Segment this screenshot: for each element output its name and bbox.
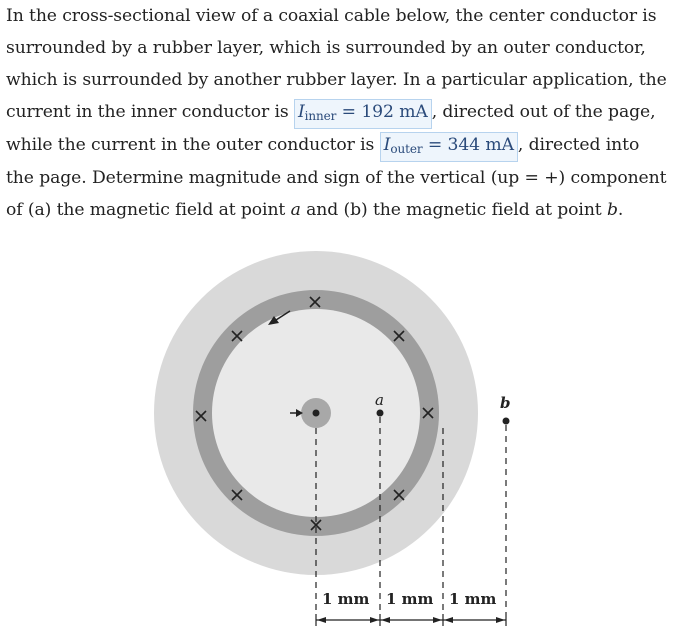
out-of-page-dot xyxy=(313,410,320,417)
line-4-text-start: current in the inner conductor is xyxy=(6,102,294,122)
point-a-dot xyxy=(377,410,384,417)
dimension-arrows xyxy=(316,614,506,626)
scale-label-3: 1 mm xyxy=(449,590,497,608)
problem-line-1: In the cross-sectional view of a coaxial cable below, the center conductor is xyxy=(6,6,657,26)
inner-current-value: = 192 mA xyxy=(341,102,428,122)
line-7-text-end: . xyxy=(617,200,624,220)
outer-current-subscript: outer xyxy=(390,142,423,156)
line-5-text-end: , directed into xyxy=(517,135,640,155)
problem-line-6: the page. Determine magnitude and sign of the vertical (up = +) component xyxy=(6,168,667,188)
arrowhead-3-left xyxy=(444,617,453,623)
problem-line-5 xyxy=(6,129,686,162)
point-a-label: a xyxy=(375,391,384,409)
line-7-text-start: of (a) the magnetic field at point xyxy=(6,200,291,220)
coaxial-cable-diagram xyxy=(150,228,550,638)
problem-line-3: which is surrounded by another rubber layer. In a particular application, the xyxy=(6,70,667,90)
line-7-point-a: a xyxy=(290,200,301,220)
line-4-text-end: , directed out of the page, xyxy=(431,102,656,122)
arrowhead-2-left xyxy=(381,617,390,623)
problem-line-4 xyxy=(6,96,686,129)
scale-label-2: 1 mm xyxy=(386,590,434,608)
inner-current-symbol: I xyxy=(297,102,305,122)
coaxial-cable-figure xyxy=(150,228,550,638)
arrowhead-2-right xyxy=(433,617,442,623)
inner-current-variable[interactable] xyxy=(294,99,432,129)
arrowhead-3-right xyxy=(496,617,505,623)
inner-current-subscript: inner xyxy=(304,109,337,123)
line-7-text-mid: and (b) the magnetic field at point xyxy=(300,200,607,220)
outer-current-variable[interactable] xyxy=(380,132,518,162)
outer-current-value: = 344 mA xyxy=(427,135,514,155)
point-b-label: b xyxy=(500,394,511,412)
problem-line-2: surrounded by a rubber layer, which is surrounded by an outer conductor, xyxy=(6,38,646,58)
outer-current-symbol: I xyxy=(383,135,391,155)
problem-line-7 xyxy=(6,194,686,226)
line-5-text-start: while the current in the outer conductor is xyxy=(6,135,380,155)
arrowhead-1-left xyxy=(317,617,326,623)
arrowhead-1-right xyxy=(370,617,379,623)
line-7-point-b: b xyxy=(606,200,618,220)
problem-statement xyxy=(6,0,686,226)
point-b-dot xyxy=(503,418,510,425)
scale-label-1: 1 mm xyxy=(322,590,370,608)
